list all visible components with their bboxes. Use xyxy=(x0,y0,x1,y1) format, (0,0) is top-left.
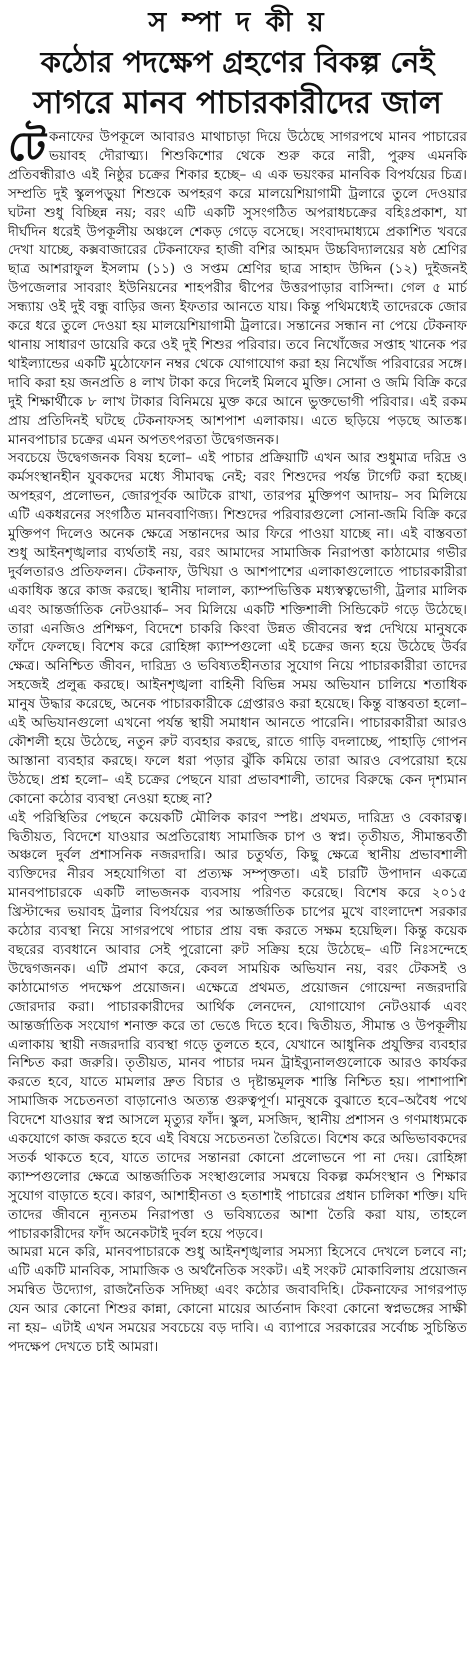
paragraph-4: আমরা মনে করি, মানবপাচারকে শুধু আইনশৃঙ্খলার সমস্যা হিসেবে দেখলে চলবে না; এটি একটি মানবিক, সামাজিক ও অর্থনৈতিক সংকট। এই সংকট মোকাবিলায় প্রয়োজন সমন্বিত উদ্যোগ, রাজনৈতিক সদিচ্ছা এবং কঠোর জবাবদিহি। টেকনাফের সাগরপাড় যেন আর কোনো শিশুর কান্না, কোনো মায়ের আর্তনাদ কিংবা কোনো স্বপ্নভঙ্গের সাক্ষী না হয়– এটাই এখন সময়ের সবচেয়ে বড় দাবি। এ ব্যাপারে সরকারের সর্বোচ্চ সুচিন্তিত পদক্ষেপ দেখতে চাই আমরা। xyxy=(8,1244,467,1355)
headline-kicker: কঠোর পদক্ষেপ গ্রহণের বিকল্প নেই xyxy=(40,45,435,79)
drop-cap: টে xyxy=(8,123,47,170)
section-label: স ম্পা দ কী য় xyxy=(148,7,327,38)
paragraph-1 xyxy=(8,123,467,449)
paragraph-3: এই পরিস্থিতির পেছনে কয়েকটি মৌলিক কারণ স্পষ্ট। প্রথমত, দারিদ্র্য ও বেকারত্ব। দ্বিতীয়ত, বিদেশে যাওয়ার অপ্রতিরোধ্য সামাজিক চাপ ও স্বপ্ন। তৃতীয়ত, সীমান্তবর্তী অঞ্চলে দুর্বল প্রশাসনিক নজরদারি। আর চতুর্থত, কিছু ক্ষেত্রে স্থানীয় প্রভাবশালী ব্যক্তিদের নীরব সহযোগিতা বা প্রত্যক্ষ সম্পৃক্ততা। এই চারটি উপাদান একত্রে মানবপাচারকে একটি লাভজনক ব্যবসায় পরিণত করেছে। বিশেষ করে ২০১৫ খ্রিস্টাব্দের ভয়াবহ ট্রলার বিপর্যয়ের পর আন্তর্জাতিক চাপের মুখে বাংলাদেশ সরকার কঠোর ব্যবস্থা নিয়ে সাগরপথে পাচার প্রায় বন্ধ করতে সক্ষম হয়েছিল। কিন্তু কয়েক বছরের ব্যবধানে আবার সেই পুরোনো রুট সক্রিয় হয়ে উঠেছে– এটি নিঃসন্দেহে উদ্বেগজনক। এটি প্রমাণ করে, কেবল সাময়িক অভিযান নয়, বরং টেকসই ও কাঠামোগত পদক্ষেপ প্রয়োজন। এক্ষেত্রে প্রথমত, প্রয়োজন গোয়েন্দা নজরদারি জোরদার করা। পাচারকারীদের আর্থিক লেনদেন, যোগাযোগ নেটওয়ার্ক এবং আন্তর্জাতিক সংযোগ শনাক্ত করে তা ভেঙে দিতে হবে। দ্বিতীয়ত, সীমান্ত ও উপকূলীয় এলাকায় স্থায়ী নজরদারি ব্যবস্থা গড়ে তুলতে হবে, যেখানে আধুনিক প্রযুক্তির ব্যবহার নিশ্চিত করা জরুরি। তৃতীয়ত, মানব পাচার দমন ট্রাইব্যুনালগুলোকে আরও কার্যকর করতে হবে, যাতে মামলার দ্রুত বিচার ও দৃষ্টান্তমূলক শাস্তি নিশ্চিত হয়। পাশাপাশি সামাজিক সচেতনতা বাড়ানোও অত্যন্ত গুরুত্বপূর্ণ। মানুষকে বুঝাতে হবে–অবৈধ পথে বিদেশে যাওয়ার স্বপ্ন আসলে মৃত্যুর ফাঁদ। স্কুল, মসজিদ, স্থানীয় প্রশাসন ও গণমাধ্যমকে একযোগে কাজ করতে হবে এই বিষয়ে সচেতনতা তৈরিতে। বিশেষ করে অভিভাবকদের সতর্ক থাকতে হবে, যাতে তাদের সন্তানরা কোনো প্রলোভনে পা না দেয়। রোহিঙ্গা ক্যাম্পগুলোর ক্ষেত্রে আন্তর্জাতিক সংস্থাগুলোর সমন্বয়ে বিকল্প কর্মসংস্থান ও শিক্ষার সুযোগ বাড়াতে হবে। কারণ, আশাহীনতা ও হতাশাই পাচারের প্রধান চালিকা শক্তি। যদি তাদের জীবনে ন্যূনতম নিরাপত্তা ও ভবিষ্যতের আশা তৈরি করা যায়, তাহলে পাচারকারীদের ফাঁদ অনেকটাই দুর্বল হয়ে পড়বে। xyxy=(8,809,467,1242)
paragraph-1-text: কনাফের উপকূলে আবারও মাথাচাড়া দিয়ে উঠেছে সাগরপথে মানব পাচারের ভয়াবহ দৌরাত্ম্য। শিশুকিশোর থেকে শুরু করে নারী, পুরুষ এমনকি প্রতিবন্ধীরাও এই নিষ্ঠুর চক্রের শিকার হচ্ছে– এ এক ভয়ংকর মানবিক বিপর্যয়ের চিত্র। সম্প্রতি দুই স্কুলপড়ুয়া শিশুকে অপহরণ করে মালয়েশিয়াগামী ট্রলারে তুলে দেওয়ার ঘটনা শুধু বিচ্ছিন্ন নয়; বরং এটি একটি সুসংগঠিত অপরাধচক্রের বহিঃপ্রকাশ, যা দীর্ঘদিন ধরেই উপকূলীয় অঞ্চলে শেকড় গেড়ে বসেছে। সংবাদমাধ্যমে প্রকাশিত খবরে দেখা যাচ্ছে, কক্সবাজারের টেকনাফের হাজী বশির আহমদ উচ্চবিদ্যালয়ের ষষ্ঠ শ্রেণির ছাত্র আশরাফুল ইসলাম (১১) ও সপ্তম শ্রেণির ছাত্র সাহাদ উদ্দিন (১২) দুইজনই উপজেলার সাবরাং ইউনিয়নের শাহপরীর দ্বীপের উত্তরপাড়ার বাসিন্দা। গেল ৫ মার্চ সন্ধ্যায় ওই দুই বন্ধু বাড়ির জন্য ইফতার আনতে যায়। কিন্তু পথিমধ্যেই তাদেরকে জোর করে ধরে তুলে দেওয়া হয় মালয়েশিয়াগামী ট্রলারে। সন্তানের সন্ধান না পেয়ে টেকনাফ থানায় সাধারণ ডায়েরি করে ওই দুই শিশুর পরিবার। তবে নিখোঁজের সপ্তাহ খানেক পর থাইল্যান্ডের একটি মুঠোফোন নম্বর থেকে যোগাযোগ করা হয় নিখোঁজ পরিবারের সঙ্গে। দাবি করা হয় জনপ্রতি ৪ লাখ টাকা করে দিলেই মিলবে মুক্তি। সোনা ও জমি বিক্রি করে দুই শিক্ষার্থীকে ৮ লাখ টাকার বিনিময়ে মুক্ত করে আনে ভুক্তভোগী পরিবার। এই রকম প্রায় প্রতিদিনই ঘটছে টেকনাফসহ আশপাশ এলাকায়। এতে ছড়িয়ে পড়ছে আতঙ্ক। মানবপাচার চক্রের এমন অপতৎপরতা উদ্বেগজনক। xyxy=(8,129,467,448)
paragraph-2: সবচেয়ে উদ্বেগজনক বিষয় হলো– এই পাচার প্রক্রিয়াটি এখন আর শুধুমাত্র দরিদ্র ও কর্মসংস্থানহীন যুবকদের মধ্যে সীমাবদ্ধ নেই; বরং শিশুদের পর্যন্ত টার্গেট করা হচ্ছে। অপহরণ, প্রলোভন, জোরপূর্বক আটকে রাখা, তারপর মুক্তিপণ আদায়– সব মিলিয়ে এটি একধরনের সংগঠিত মানববাণিজ্য। শিশুদের পরিবারগুলো সোনা-জমি বিক্রি করে মুক্তিপণ দিলেও অনেক ক্ষেত্রে সন্তানদের আর ফিরে পাওয়া যাচ্ছে না। এই বাস্তবতা শুধু আইনশৃঙ্খলার ব্যর্থতাই নয়, বরং আমাদের সামাজিক নিরাপত্তা কাঠামোর গভীর দুর্বলতারও প্রতিফলন। টেকনাফ, উখিয়া ও আশপাশের এলাকাগুলোতে পাচারকারীরা একাধিক স্তরে কাজ করছে। স্থানীয় দালাল, ক্যাম্পভিত্তিক মধ্যস্বত্বভোগী, ট্রলার মালিক এবং আন্তর্জাতিক নেটওয়ার্ক– সব মিলিয়ে একটি শক্তিশালী সিন্ডিকেট গড়ে উঠেছে। তারা এনজিও প্রশিক্ষণ, বিদেশে চাকরি কিংবা উন্নত জীবনের স্বপ্ন দেখিয়ে মানুষকে ফাঁদে ফেলছে। বিশেষ করে রোহিঙ্গা ক্যাম্পগুলো এই চক্রের জন্য হয়ে উঠেছে উর্বর ক্ষেত্র। অনিশ্চিত জীবন, দারিদ্র্য ও ভবিষ্যতহীনতার সুযোগ নিয়ে পাচারকারীরা তাদের সহজেই প্রলুব্ধ করছে। আইনশৃঙ্খলা বাহিনী বিভিন্ন সময় অভিযান চালিয়ে শতাধিক মানুষ উদ্ধার করেছে, অনেক পাচারকারীকে গ্রেপ্তারও করা হয়েছে। কিন্তু বাস্তবতা হলো– এই অভিযানগুলো এখনো পর্যন্ত স্থায়ী সমাধান আনতে পারেনি। পাচারকারীরা আরও কৌশলী হয়ে উঠেছে, নতুন রুট ব্যবহার করছে, রাতে গাড়ি বদলাচ্ছে, পাহাড়ি গোপন আস্তানা ব্যবহার করছে। ফলে ধরা পড়ার ঝুঁকি কমিয়ে তারা আরও বেপরোয়া হয়ে উঠছে। প্রশ্ন হলো– এই চক্রের পেছনে যারা প্রভাবশালী, তাদের বিরুদ্ধে কেন দৃশ্যমান কোনো কঠোর ব্যবস্থা নেওয়া হচ্ছে না? xyxy=(8,450,467,807)
headline-main: সাগরে মানব পাচারকারীদের জাল xyxy=(33,85,442,121)
article-body xyxy=(8,123,467,1357)
